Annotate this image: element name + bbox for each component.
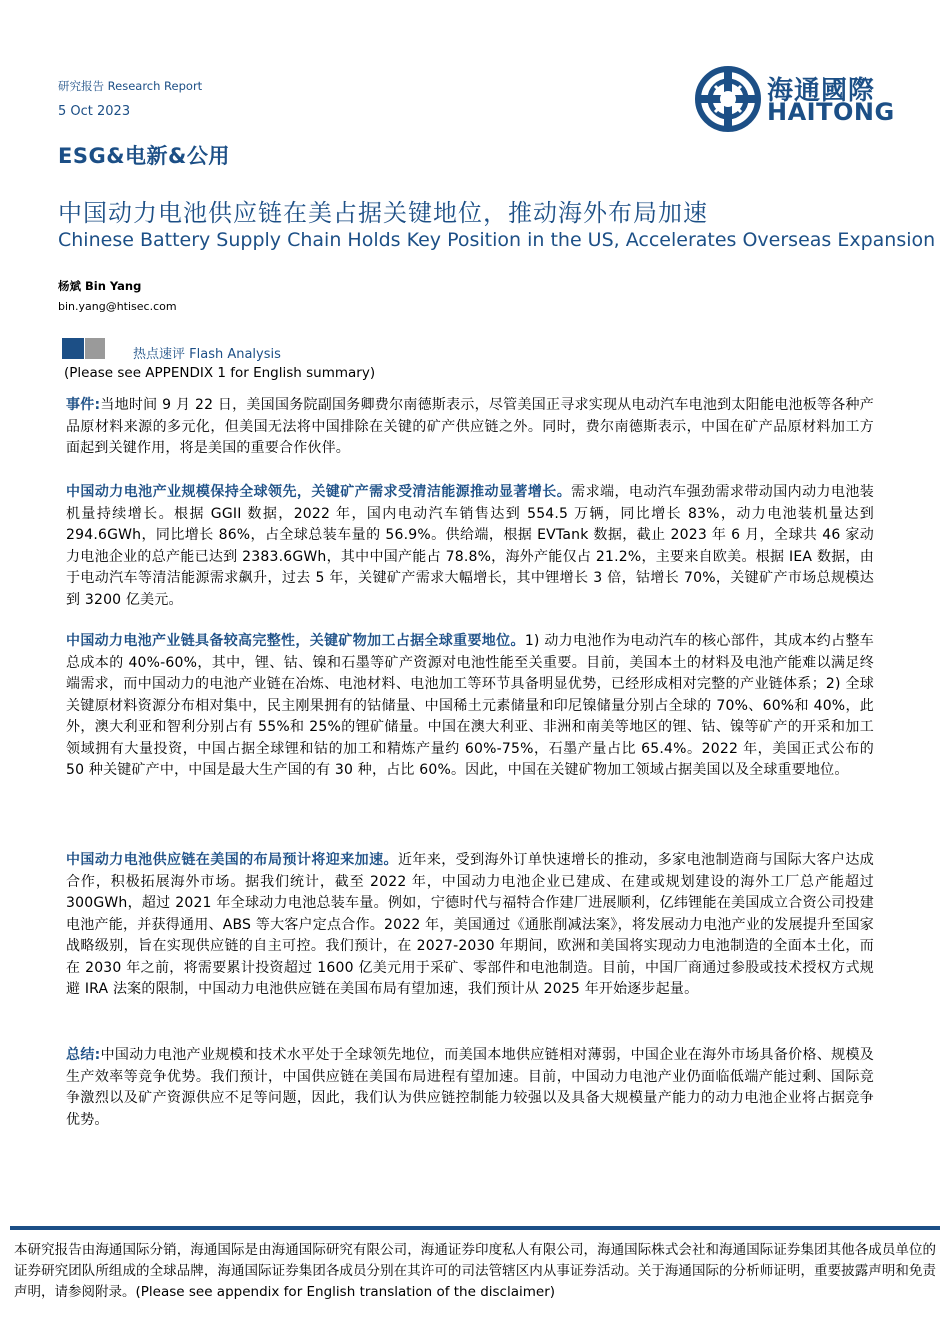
paragraph-industry-scale [66, 482, 874, 611]
flash-analysis-label: 热点速评 Flash Analysis [133, 347, 281, 362]
paragraph-lead: 中国动力电池产业规模保持全球领先，关键矿产需求受清洁能源推动显著增长。 [66, 484, 572, 500]
paragraph-supply-chain [66, 631, 874, 782]
sector-label: ESG&电新&公用 [58, 144, 230, 168]
haitong-emblem-icon [695, 66, 761, 132]
paragraph-lead: 中国动力电池产业链具备较高完整性，关键矿物加工占据全球重要地位。 [66, 633, 525, 649]
paragraph-text: 中国动力电池产业规模和技术水平处于全球领先地位，而美国本地供应链相对薄弱，中国企业在海外市场具备价格、规模及生产效率等竞争优势。我们预计，中国供应链在美国布局进程有望加速。目前，中国动力电池产业仍面临低端产能过剩、国际竞争激烈以及矿产资源供应不足等问题，因此，我们认为供应链控制能力较强以及具备大规模量产能力的动力电池企业将占据竞争优势。 [66, 1047, 874, 1128]
report-type: 研究报告 Research Report [58, 79, 203, 93]
paragraph-lead: 事件: [66, 397, 101, 413]
paragraph-text: 1) 动力电池作为电动汽车的核心部件，其成本约占整车总成本的 40%-60%，其中，锂、钴、镍和石墨等矿产资源对电池性能至关重要。目前，美国本土的材料及电池产能难以满足终端需求，而中国动力的电池产业链在冶炼、电池材料、电池加工等环节具备明显优势，已经形成相对完整的产业链体系；2) 全球关键原材料资源分布相对集中，民主刚果拥有的钴储量、中国稀土元素储量和印尼镍储量分别占全球的 70%、60%和 40%，此外，澳大利亚和智利分别占有 55%和 25%的锂矿储量。中国在澳大利亚、非洲和南美等地区的锂、钴、镍等矿产的开采和加工领域拥有大量投资，中国占据全球锂和钴的加工和精炼产量约 60%-75%，石墨产量占比 65.4%。2022 年，美国正式公布的 50 种关键矿产中，中国是最大生产国的有 30 种，占比 60%。因此，中国在关键矿物加工领域占据美国以及全球重要地位。 [66, 633, 874, 778]
author-name: 杨斌 Bin Yang [58, 279, 142, 293]
paragraph-text: 近年来，受到海外订单快速增长的推动，多家电池制造商与国际大客户达成合作，积极拓展海外市场。据我们统计，截至 2022 年，中国动力电池企业已建成、在建或规划建设的海外工厂总产能超过 300GWh，超过 2021 年全球动力电池总装车量。例如，宁德时代与福特合作建厂进展顺利，亿纬锂能在美国成立合资公司投建电池产能，并获得通用、ABS 等大客户定点合作。2022 年，美国通过《通胀削减法案》，将发展动力电池产业的发展提升至国家战略级别，旨在实现供应链的自主可控。我们预计，在 2027-2030 年期间，欧洲和美国将实现动力电池制造的全面本土化，而在 2030 年之前，将需要累计投资超过 1600 亿美元用于采矿、零部件和电池制造。目前，中国厂商通过参股或技术授权方式规避 IRA 法案的限制，中国动力电池供应链在美国布局有望加速，我们预计从 2025 年开始逐步起量。 [66, 852, 874, 997]
paragraph-lead: 中国动力电池供应链在美国的布局预计将迎来加速。 [66, 852, 398, 868]
report-date: 5 Oct 2023 [58, 104, 131, 119]
title-chinese: 中国动力电池供应链在美占据关键地位，推动海外布局加速 [58, 199, 708, 227]
footer-divider [10, 1226, 940, 1230]
flash-marker-gray [85, 338, 105, 359]
footer-disclaimer: 本研究报告由海通国际分销，海通国际是由海通国际研究有限公司，海通证券印度私人有限公司，海通国际株式会社和海通国际证券集团其他各成员单位的证券研究团队所组成的全球品牌，海通国际证券集团各成员分别在其许可的司法管辖区内从事证券活动。关于海通国际的分析师证明，重要披露声明和免责声明，请参阅附录。(Please see appendix for English translation of the disclaimer) [14, 1242, 936, 1300]
paragraph-text: 需求端，电动汽车强劲需求带动国内动力电池装机量持续增长。根据 GGII 数据，2022 年，国内电动汽车销售达到 554.5 万辆，同比增长 83%，动力电池装机量达到 294.6GWh，同比增长 86%，占全球总装车量的 56.9%。供给端，根据 EVTank 数据，截止 2023 年 6 月，全球共 46 家动力电池企业的总产能已达到 2383.6GWh，其中中国产能占 78.8%，海外产能仅占 21.2%，主要来自欧美。根据 IEA 数据，由于电动汽车等清洁能源需求飙升，过去 5 年，关键矿产需求大幅增长，其中锂增长 3 倍，钴增长 70%，关键矿产市场总规模达到 3200 亿美元。 [66, 484, 875, 608]
paragraph-summary [66, 1045, 874, 1131]
haitong-logo [695, 66, 895, 130]
title-english: Chinese Battery Supply Chain Holds Key Position in the US, Accelerates Overseas Expansion [58, 229, 936, 251]
paragraph-us-expansion [66, 850, 874, 1001]
logo-english-name: HAITONG [767, 98, 895, 126]
paragraph-text: 当地时间 9 月 22 日，美国国务院副国务卿费尔南德斯表示，尽管美国正寻求实现从电动汽车电池到太阳能电池板等各种产品原材料来源的多元化，但美国无法将中国排除在关键的矿产供应链之外。同时，费尔南德斯表示，中国在矿产品原材料加工方面起到关键作用，将是美国的重要合作伙伴。 [66, 397, 874, 456]
paragraph-lead: 总结: [66, 1047, 101, 1063]
appendix-note: (Please see APPENDIX 1 for English summary) [64, 365, 376, 381]
paragraph-event [66, 395, 874, 460]
flash-marker-blue [62, 338, 84, 359]
logo-chinese-name: 海通國際 [767, 76, 876, 106]
author-email[interactable]: bin.yang@htisec.com [58, 300, 177, 313]
